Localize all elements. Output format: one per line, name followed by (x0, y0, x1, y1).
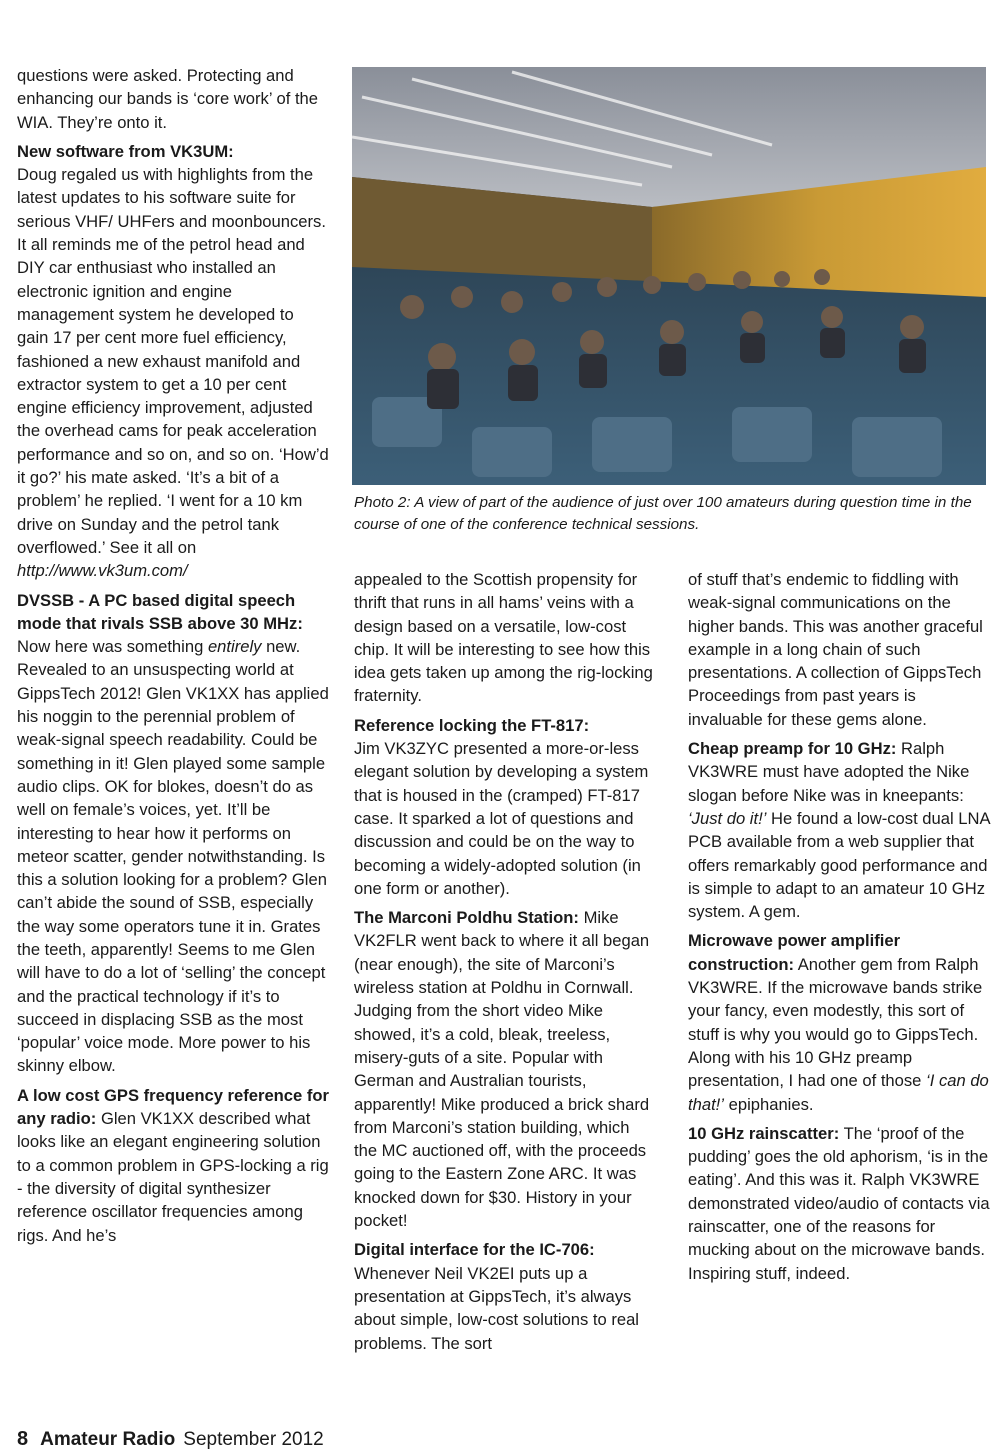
issue-date: September 2012 (183, 1429, 324, 1450)
section-dvssb: DVSSB - A PC based digital speech mode that rivals SSB above 30 MHz: Now here was something entirely new. Revealed to an unsuspecting world at GippsTech 2012! Glen VK1XX has applied his noggin to the perennial problem of weak-signal speech readability. Could be something in it! Glen played some sample audio clips. OK for blokes, doesn’t do as well on female’s voices, yet. It’ll be interesting to hear how it performs on meteor scatter, gender notwithstanding. Is this a solution looking for a problem? Glen can’t abide the sound of SSB, especially the way some operators tune it in. Grates the teeth, apparently! Seems to me Glen will have to do a lot of ‘selling’ the concept and the practical technology if it’s to succeed in displacing SSB as the most ‘popular’ voice mode. More power to his skinny elbow. (17, 590, 329, 1076)
section-gps-reference: A low cost GPS frequency reference for any radio: Glen VK1XX described what looks like an elegant engineering solution to a common problem in GPS-locking a rig - the diversity of digital synthesizer reference oscillator frequencies among rigs. And he’s (17, 1085, 329, 1245)
section-rainscatter: 10 GHz rainscatter: The ‘proof of the pudding’ goes the old aphorism, ‘is in the eating’. And this was it. Ralph VK3WRE demonstrated video/audio of contacts via rainscatter, one of the reasons for mucking about on the microwave bands. Inspiring stuff, indeed. (688, 1123, 990, 1283)
section-heading: Digital interface for the IC-706: (354, 1240, 595, 1260)
paragraph: of stuff that’s endemic to fiddling with weak-signal communications on the higher bands. This was another graceful example in a long chain of such presentations. A collection of GippsTech Proceedings from past years is invaluable for these gems alone. (688, 570, 983, 729)
section-heading: Reference locking the FT-817: (354, 715, 590, 735)
magazine-name: Amateur Radio (40, 1429, 176, 1450)
article-column-3 (688, 568, 990, 1291)
section-heading: A low cost GPS frequency reference for any radio: (17, 1085, 329, 1129)
section-ft817: Reference locking the FT-817: Jim VK3ZYC presented a more-or-less elegant solution by developing a system that is housed in the (cramped) FT-817 case. It sparked a lot of questions and discussion and could be on the way to becoming a widely-adopted solution (in one form or another). (354, 715, 649, 898)
section-ic706: Digital interface for the IC-706: Whenever Neil VK2EI puts up a presentation at GippsTech, it’s always about simple, low-cost solutions to real problems. The sort (354, 1240, 639, 1353)
section-heading: Microwave power amplifier construction: (688, 931, 901, 974)
audience-photo-illustration (352, 67, 986, 485)
section-heading: The Marconi Poldhu Station: (354, 908, 579, 928)
paragraph: questions were asked. Protecting and enhancing our bands is ‘core work’ of the WIA. They’re onto it. (17, 66, 319, 132)
paragraph: appealed to the Scottish propensity for thrift that runs in all hams’ veins with a design based on a versatile, low-cost chip. It will be interesting to see how this idea gets taken up among the rig-locking fraternity. (354, 570, 653, 706)
section-new-software (17, 140, 329, 583)
photo-caption: Photo 2: A view of part of the audience of just over 100 amateurs during question time in the course of one of the conference technical sessions. (354, 494, 972, 533)
url-link[interactable]: http://www.vk3um.com/ (17, 561, 188, 581)
section-heading: DVSSB - A PC based digital speech mode that rivals SSB above 30 MHz: (17, 590, 303, 633)
section-text: Doug regaled us with highlights from the latest updates to his software suite for serious VHF/ UHFers and moonbouncers. It all reminds me of the petrol head and DIY car enthusiast who installed an electronic ignition and engine management system he developed to gain 17 per cent more fuel efficiency, fashioned a new exhaust manifold and extractor system to get a 10 per cent engine efficiency improvement, adjusted the overhead cams for peak acceleration performance and so on, and so on. ‘How’d it go?’ his mate asked. ‘It’s a bit of a problem’ he replied. ‘I went for a 10 km drive on Sunday and the petrol tank overflowed.’ See it all on (17, 165, 329, 557)
section-marconi: The Marconi Poldhu Station: Mike VK2FLR went back to where it all began (near enough), the site of Marconi’s wireless station at Poldhu in Cornwall. Judging from the short video Mike showed, it’s a cold, bleak, treeless, misery-guts of a site. Popular with German and Australian tourists, apparently! Mike produced a brick shard from Marconi’s station building, which the MC auctioned off, with the proceeds going to the Eastern Zone ARC. It was knocked down for $30. History in your pocket! (354, 908, 650, 1231)
page-footer (17, 1427, 324, 1452)
article-column-1 (17, 64, 329, 1253)
article-column-2 (354, 568, 656, 1361)
section-heading: 10 GHz rainscatter: (688, 1123, 840, 1143)
section-heading: Cheap preamp for 10 GHz: (688, 739, 897, 759)
section-heading: New software from VK3UM: (17, 141, 234, 161)
page-number: 8 (17, 1428, 29, 1450)
audience-photo (352, 67, 986, 485)
section-amplifier: Microwave power amplifier construction: Another gem from Ralph VK3WRE. If the microwave bands strike your fancy, even modestly, this sort of stuff is why you would go to GippsTech. Along with his 10 GHz preamp presentation, I had one of those ‘I can do that!’ epiphanies. (688, 931, 989, 1114)
section-preamp: Cheap preamp for 10 GHz: Ralph VK3WRE must have adopted the Nike slogan before Nike was in kneepants: ‘Just do it!’ He found a low-cost dual LNA PCB available from a web supplier that offers remarkably good performance and is simple to adapt to an amateur 10 GHz system. A gem. (688, 739, 990, 922)
